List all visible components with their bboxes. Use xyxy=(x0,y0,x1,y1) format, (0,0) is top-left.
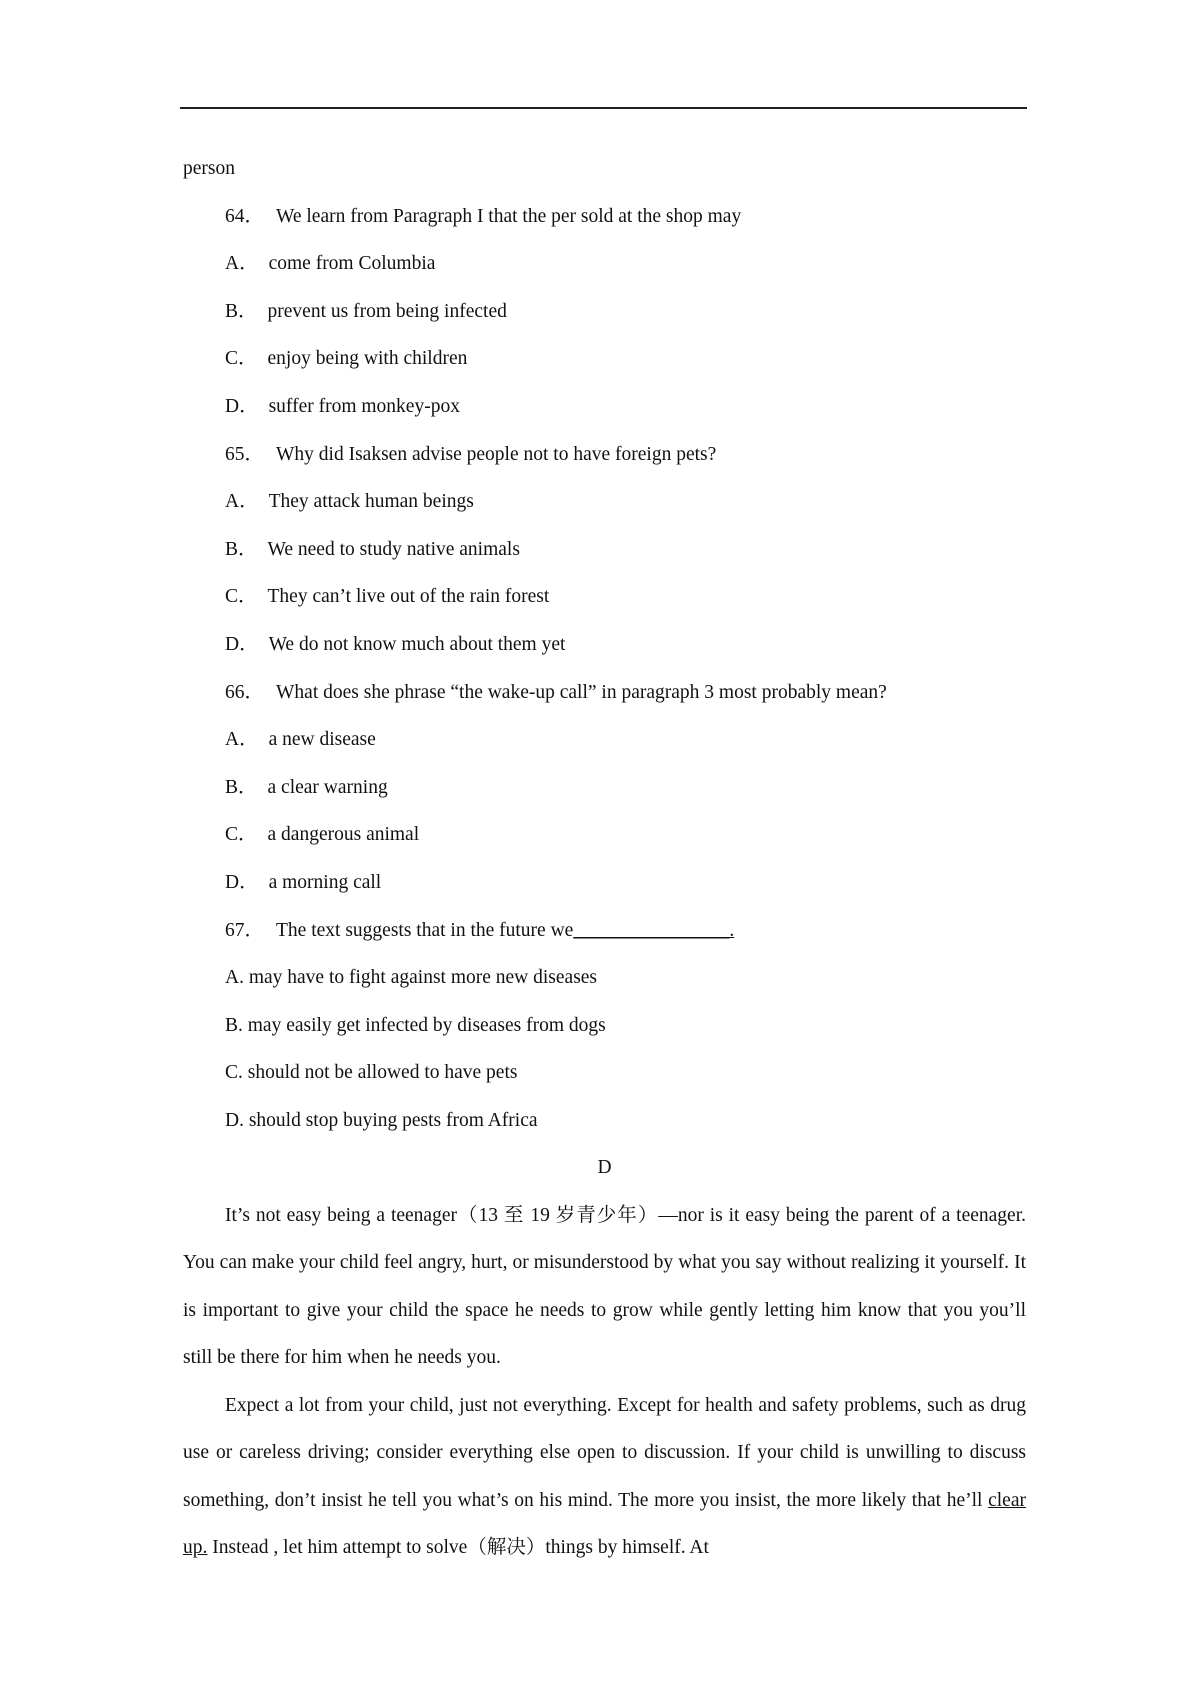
option-65-c xyxy=(183,573,1026,621)
option-text: We need to study native animals xyxy=(267,538,520,560)
option-letter: C． xyxy=(225,348,258,370)
option-text: prevent us from being infected xyxy=(267,300,507,322)
option-65-b xyxy=(183,526,1026,574)
option-66-b xyxy=(183,764,1026,812)
option-text: a clear warning xyxy=(267,776,388,798)
option-67-b: B. may easily get infected by diseases from dogs xyxy=(225,1014,606,1036)
passage-paragraph-1: It’s not easy being a teenager（13 至 19 岁青少年）—nor is it easy being the parent of a teenager. You can make your child feel angry, hurt, or misunderstood by what you say without realizing it yourself. It is important to give your child the space he needs to grow while gently letting him know that you you’ll still be there for him when he needs you. xyxy=(183,1205,1026,1369)
header-rule xyxy=(180,107,1027,109)
option-64-d xyxy=(183,383,1026,431)
option-letter: B． xyxy=(225,300,258,322)
option-66-c xyxy=(183,811,1026,859)
option-letter: D． xyxy=(225,395,259,417)
question-64 xyxy=(183,193,1026,241)
option-text: They attack human beings xyxy=(268,491,474,513)
option-text: a dangerous animal xyxy=(267,824,420,846)
document-content xyxy=(183,145,1026,1571)
question-number: 65． xyxy=(225,443,265,465)
option-letter: C． xyxy=(225,824,258,846)
option-67-c: C. should not be allowed to have pets xyxy=(225,1062,518,1084)
option-65-d xyxy=(183,621,1026,669)
option-letter: A． xyxy=(225,253,259,275)
underlined-phrase: clear up. xyxy=(183,1489,1026,1558)
question-66 xyxy=(183,669,1026,717)
option-65-a xyxy=(183,478,1026,526)
option-66-d xyxy=(183,859,1026,907)
paragraph-text: Instead , let him attempt to solve（解决）things by himself. At xyxy=(207,1536,709,1558)
question-stem: We learn from Paragraph I that the per sold at the shop may xyxy=(276,205,742,227)
question-stem: What does she phrase “the wake-up call” in paragraph 3 most probably mean? xyxy=(276,681,887,703)
option-text: We do not know much about them yet xyxy=(268,633,566,655)
option-letter: D． xyxy=(225,871,259,893)
question-stem: Why did Isaksen advise people not to have foreign pets? xyxy=(276,443,717,465)
option-letter: B． xyxy=(225,776,258,798)
option-letter: C． xyxy=(225,586,258,608)
option-64-a xyxy=(183,240,1026,288)
question-number: 64． xyxy=(225,205,265,227)
question-stem: The text suggests that in the future we xyxy=(276,919,574,941)
option-letter: D． xyxy=(225,633,259,655)
option-letter: A． xyxy=(225,729,259,751)
option-text: suffer from monkey-pox xyxy=(268,395,460,417)
option-text: They can’t live out of the rain forest xyxy=(267,586,550,608)
option-letter: B． xyxy=(225,538,258,560)
option-text: come from Columbia xyxy=(268,253,436,275)
section-heading: D xyxy=(597,1157,612,1179)
option-66-a xyxy=(183,716,1026,764)
question-65 xyxy=(183,431,1026,479)
question-number: 66． xyxy=(225,681,265,703)
option-64-c xyxy=(183,335,1026,383)
option-67-d: D. should stop buying pests from Africa xyxy=(225,1109,538,1131)
option-text: enjoy being with children xyxy=(267,348,468,370)
paragraph-text: Expect a lot from your child, just not everything. Except for health and safety problems, such as drug use or careless driving; consider everything else open to discussion. If your child is unwilling to discuss something, don’t insist he tell you what’s on his mind. The more you insist, the more likely that he’ll xyxy=(183,1394,1026,1511)
option-text: a new disease xyxy=(268,729,376,751)
question-67 xyxy=(183,907,1026,955)
carry-over-text: person xyxy=(183,158,235,179)
option-text: a morning call xyxy=(268,871,382,893)
option-letter: A． xyxy=(225,491,259,513)
answer-blank: ________________. xyxy=(573,919,735,941)
option-67-a: A. may have to fight against more new diseases xyxy=(225,967,598,989)
option-64-b xyxy=(183,288,1026,336)
passage-paragraph-2 xyxy=(183,1382,1026,1572)
question-number: 67． xyxy=(225,919,265,941)
